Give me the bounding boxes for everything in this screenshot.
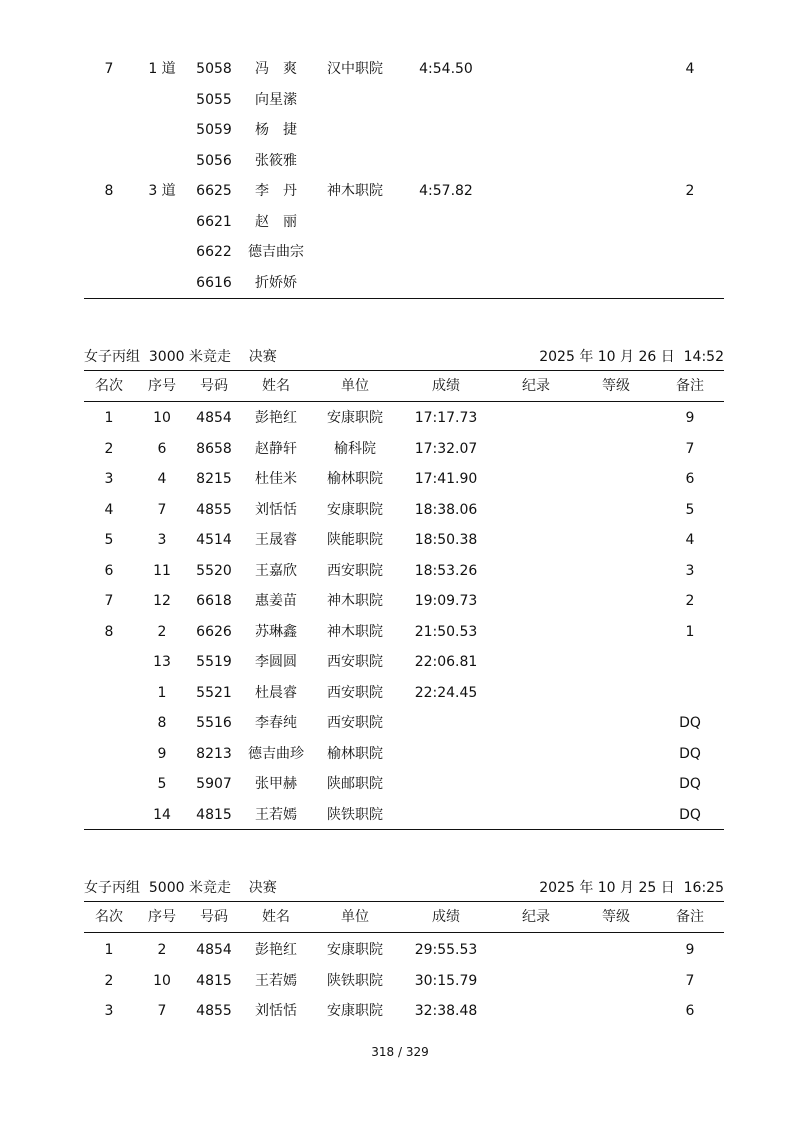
table-row — [84, 739, 724, 769]
cell-record — [496, 935, 576, 965]
cell-rank — [84, 115, 134, 145]
cell-rank: 6 — [104, 562, 114, 579]
cell-mark: 18:50.38 — [414, 532, 478, 548]
column-header: 备注 — [676, 378, 704, 394]
cell-bib: 5519 — [196, 654, 232, 670]
cell-name: 李春纯 — [255, 715, 297, 731]
cell-remark: 4 — [685, 61, 695, 77]
column-header: 序号 — [148, 909, 176, 925]
cell-rank: 3 — [104, 471, 114, 487]
cell-name: 王嘉欣 — [255, 562, 297, 579]
cell-grade — [576, 586, 656, 616]
cell-rank — [84, 739, 134, 769]
cell-remark: 7 — [685, 440, 695, 457]
cell-mark: 4:54.50 — [419, 61, 473, 77]
column-header: 等级 — [602, 909, 630, 925]
cell-seq — [134, 268, 190, 298]
cell-remark: DQ — [679, 776, 701, 792]
cell-mark: 19:09.73 — [414, 593, 478, 609]
cell-name: 李圆圆 — [255, 654, 297, 670]
cell-remark — [656, 207, 724, 237]
cell-record — [496, 54, 576, 84]
cell-grade — [576, 268, 656, 298]
cell-bib: 6616 — [196, 274, 232, 291]
column-header: 纪录 — [522, 378, 550, 394]
cell-rank — [84, 769, 134, 799]
table-row — [84, 678, 724, 708]
cell-rank — [84, 146, 134, 176]
cell-seq: 1 — [157, 684, 167, 701]
cell-mark — [396, 268, 496, 298]
cell-grade — [576, 996, 656, 1026]
cell-unit — [314, 237, 396, 267]
top-block-bottom-rule — [84, 298, 724, 299]
cell-record — [496, 495, 576, 525]
cell-mark — [396, 207, 496, 237]
cell-record — [496, 403, 576, 433]
cell-remark — [656, 678, 724, 708]
cell-unit: 榆林职院 — [327, 471, 383, 487]
cell-unit: 陕铁职院 — [327, 806, 383, 823]
cell-bib: 5056 — [196, 152, 232, 169]
cell-bib: 6626 — [196, 623, 232, 640]
table-row — [84, 207, 724, 237]
cell-record — [496, 176, 576, 206]
cell-mark — [396, 115, 496, 145]
table-row — [84, 85, 724, 115]
cell-unit: 陕邮职院 — [327, 776, 383, 792]
cell-grade — [576, 85, 656, 115]
cell-rank — [84, 207, 134, 237]
cell-unit: 西安职院 — [327, 715, 383, 731]
column-header: 号码 — [200, 909, 228, 925]
header-row — [84, 371, 724, 401]
table-row — [84, 54, 724, 84]
cell-rank: 2 — [104, 440, 114, 457]
cell-grade — [576, 54, 656, 84]
cell-mark: 21:50.53 — [414, 623, 478, 640]
cell-name: 德吉曲宗 — [248, 244, 304, 260]
cell-name: 杜佳米 — [255, 471, 297, 487]
cell-remark — [656, 85, 724, 115]
cell-mark: 29:55.53 — [414, 942, 478, 958]
cell-unit: 安康职院 — [327, 501, 383, 518]
cell-name: 李 丹 — [255, 183, 297, 199]
column-header: 备注 — [676, 909, 704, 925]
cell-mark: 17:32.07 — [414, 440, 478, 457]
cell-seq: 8 — [157, 715, 167, 731]
column-header: 单位 — [341, 378, 369, 394]
cell-record — [496, 586, 576, 616]
cell-record — [496, 146, 576, 176]
cell-seq: 6 — [157, 440, 167, 457]
cell-rank: 1 — [104, 942, 114, 958]
cell-bib: 5516 — [196, 715, 232, 731]
cell-seq: 10 — [153, 410, 171, 426]
cell-mark — [396, 708, 496, 738]
cell-mark: 22:24.45 — [414, 684, 478, 701]
cell-grade — [576, 434, 656, 464]
cell-seq: 2 — [157, 623, 167, 640]
cell-mark: 17:41.90 — [414, 471, 478, 487]
cell-bib: 4855 — [196, 1003, 232, 1019]
cell-grade — [576, 708, 656, 738]
cell-seq: 12 — [153, 593, 171, 609]
cell-rank: 4 — [104, 501, 114, 518]
cell-grade — [576, 146, 656, 176]
cell-seq: 3 道 — [148, 183, 176, 199]
cell-remark: 3 — [685, 562, 695, 579]
cell-name: 赵静轩 — [255, 440, 297, 457]
cell-seq: 13 — [153, 654, 171, 670]
event-title: 女子丙组 3000 米竞走 决赛 — [84, 349, 277, 365]
cell-grade — [576, 678, 656, 708]
cell-seq: 4 — [157, 471, 167, 487]
cell-bib: 6622 — [196, 244, 232, 260]
cell-rank: 5 — [104, 532, 114, 548]
cell-remark: 2 — [685, 183, 695, 199]
cell-grade — [576, 647, 656, 677]
cell-unit: 榆科院 — [334, 440, 376, 457]
column-header: 名次 — [95, 378, 123, 394]
column-header: 名次 — [95, 909, 123, 925]
cell-unit — [314, 85, 396, 115]
cell-grade — [576, 495, 656, 525]
cell-grade — [576, 403, 656, 433]
cell-bib: 5521 — [196, 684, 232, 701]
cell-mark — [396, 739, 496, 769]
cell-seq: 3 — [157, 532, 167, 548]
table-row — [84, 935, 724, 965]
cell-name: 张筱雅 — [255, 152, 297, 169]
table-row — [84, 146, 724, 176]
cell-record — [496, 556, 576, 586]
cell-unit: 汉中职院 — [327, 61, 383, 77]
cell-mark — [396, 237, 496, 267]
cell-bib: 4854 — [196, 942, 232, 958]
cell-record — [496, 115, 576, 145]
cell-mark — [396, 800, 496, 830]
cell-seq — [134, 146, 190, 176]
cell-remark: 6 — [685, 1003, 695, 1019]
cell-unit — [314, 115, 396, 145]
cell-bib: 4854 — [196, 410, 232, 426]
cell-remark: DQ — [679, 715, 701, 731]
cell-record — [496, 996, 576, 1026]
cell-name: 折娇娇 — [255, 274, 297, 291]
cell-unit: 神木职院 — [327, 183, 383, 199]
event-datetime: 2025 年 10 月 25 日 16:25 — [539, 880, 724, 896]
column-header: 号码 — [200, 378, 228, 394]
cell-remark: 4 — [685, 532, 695, 548]
cell-name: 刘恬恬 — [255, 501, 297, 518]
column-header: 姓名 — [262, 909, 290, 925]
cell-record — [496, 966, 576, 996]
table-row — [84, 237, 724, 267]
cell-remark: 6 — [685, 471, 695, 487]
cell-remark — [656, 115, 724, 145]
cell-bib: 8658 — [196, 440, 232, 457]
table-row — [84, 434, 724, 464]
table-row — [84, 800, 724, 830]
cell-record — [496, 708, 576, 738]
cell-rank — [84, 678, 134, 708]
cell-name: 杨 捷 — [255, 122, 297, 138]
cell-unit: 神木职院 — [327, 593, 383, 609]
table-row — [84, 403, 724, 433]
cell-mark — [396, 769, 496, 799]
cell-seq — [134, 237, 190, 267]
cell-mark: 4:57.82 — [419, 183, 473, 199]
cell-rank: 8 — [104, 623, 114, 640]
cell-grade — [576, 617, 656, 647]
cell-grade — [576, 800, 656, 830]
cell-grade — [576, 739, 656, 769]
column-header: 成绩 — [432, 378, 460, 394]
cell-seq: 7 — [157, 501, 167, 518]
cell-grade — [576, 769, 656, 799]
cell-remark: DQ — [679, 806, 701, 823]
cell-record — [496, 525, 576, 555]
cell-record — [496, 739, 576, 769]
cell-record — [496, 678, 576, 708]
cell-unit: 西安职院 — [327, 654, 383, 670]
cell-unit: 西安职院 — [327, 684, 383, 701]
cell-unit: 西安职院 — [327, 562, 383, 579]
table-row — [84, 769, 724, 799]
table-row — [84, 966, 724, 996]
cell-record — [496, 647, 576, 677]
cell-record — [496, 769, 576, 799]
cell-unit — [314, 207, 396, 237]
cell-remark: 1 — [685, 623, 695, 640]
column-header: 序号 — [148, 378, 176, 394]
cell-record — [496, 434, 576, 464]
cell-mark: 30:15.79 — [414, 972, 478, 989]
column-header: 单位 — [341, 909, 369, 925]
cell-bib: 4815 — [196, 972, 232, 989]
cell-bib: 5059 — [196, 122, 232, 138]
table-row — [84, 586, 724, 616]
cell-name: 冯 爽 — [255, 61, 297, 77]
column-header: 等级 — [602, 378, 630, 394]
cell-seq — [134, 85, 190, 115]
cell-unit: 榆林职院 — [327, 745, 383, 762]
cell-bib: 6618 — [196, 593, 232, 609]
cell-remark: 5 — [685, 501, 695, 518]
table-row — [84, 115, 724, 145]
event-title: 女子丙组 5000 米竞走 决赛 — [84, 880, 277, 896]
cell-grade — [576, 556, 656, 586]
cell-rank — [84, 800, 134, 830]
cell-bib: 5055 — [196, 91, 232, 108]
cell-name: 德吉曲珍 — [248, 745, 304, 762]
cell-name: 王若嫣 — [255, 972, 297, 989]
cell-grade — [576, 176, 656, 206]
cell-name: 苏琳鑫 — [255, 623, 297, 640]
cell-unit — [314, 146, 396, 176]
cell-rank: 7 — [104, 61, 114, 77]
cell-rank — [84, 647, 134, 677]
cell-name: 刘恬恬 — [255, 1003, 297, 1019]
cell-mark — [396, 85, 496, 115]
cell-remark — [656, 268, 724, 298]
cell-unit: 安康职院 — [327, 942, 383, 958]
cell-record — [496, 464, 576, 494]
cell-name: 赵 丽 — [255, 213, 297, 230]
event-datetime: 2025 年 10 月 26 日 14:52 — [539, 349, 724, 365]
table-row — [84, 176, 724, 206]
cell-rank: 1 — [104, 410, 114, 426]
column-header: 姓名 — [262, 378, 290, 394]
cell-rank — [84, 85, 134, 115]
cell-remark: 9 — [685, 942, 695, 958]
cell-grade — [576, 935, 656, 965]
table-row — [84, 556, 724, 586]
cell-record — [496, 268, 576, 298]
table-bottom-rule — [84, 829, 724, 830]
table-row — [84, 464, 724, 494]
cell-name: 惠姜苗 — [255, 593, 297, 609]
page-number: 318 / 329 — [371, 1045, 429, 1059]
cell-rank: 2 — [104, 972, 114, 989]
cell-rank — [84, 237, 134, 267]
cell-name: 王晟睿 — [255, 532, 297, 548]
cell-mark — [396, 146, 496, 176]
event-title-bar — [84, 877, 724, 899]
cell-name: 张甲赫 — [255, 776, 297, 792]
cell-unit: 陕能职院 — [327, 532, 383, 548]
cell-name: 向星潆 — [255, 91, 297, 108]
cell-remark — [656, 647, 724, 677]
header-bottom-rule — [84, 932, 724, 933]
cell-record — [496, 85, 576, 115]
cell-seq: 2 — [157, 942, 167, 958]
cell-unit: 安康职院 — [327, 1003, 383, 1019]
table-row — [84, 996, 724, 1026]
cell-bib: 4514 — [196, 532, 232, 548]
table-row — [84, 708, 724, 738]
cell-grade — [576, 525, 656, 555]
cell-seq — [134, 115, 190, 145]
column-header: 成绩 — [432, 909, 460, 925]
cell-rank — [84, 708, 134, 738]
cell-remark: DQ — [679, 745, 701, 762]
cell-remark: 2 — [685, 593, 695, 609]
cell-bib: 6621 — [196, 213, 232, 230]
cell-unit — [314, 268, 396, 298]
cell-rank: 7 — [104, 593, 114, 609]
cell-bib: 4855 — [196, 501, 232, 518]
cell-grade — [576, 237, 656, 267]
cell-record — [496, 237, 576, 267]
table-row — [84, 268, 724, 298]
cell-unit: 陕铁职院 — [327, 972, 383, 989]
cell-mark: 17:17.73 — [414, 410, 478, 426]
cell-rank — [84, 268, 134, 298]
cell-name: 王若嫣 — [255, 806, 297, 823]
cell-mark: 18:38.06 — [414, 501, 478, 518]
cell-record — [496, 617, 576, 647]
cell-grade — [576, 464, 656, 494]
header-row — [84, 902, 724, 932]
table-row — [84, 525, 724, 555]
cell-record — [496, 207, 576, 237]
cell-record — [496, 800, 576, 830]
cell-bib: 4815 — [196, 806, 232, 823]
cell-rank: 3 — [104, 1003, 114, 1019]
header-bottom-rule — [84, 401, 724, 402]
cell-seq: 11 — [153, 562, 171, 579]
cell-bib: 5907 — [196, 776, 232, 792]
cell-bib: 8213 — [196, 745, 232, 762]
cell-seq — [134, 207, 190, 237]
cell-rank: 8 — [104, 183, 114, 199]
cell-seq: 9 — [157, 745, 167, 762]
cell-bib: 5520 — [196, 562, 232, 579]
cell-grade — [576, 115, 656, 145]
cell-grade — [576, 207, 656, 237]
cell-seq: 7 — [157, 1003, 167, 1019]
cell-seq: 10 — [153, 972, 171, 989]
cell-name: 杜晨睿 — [255, 684, 297, 701]
event-title-bar — [84, 346, 724, 368]
cell-bib: 5058 — [196, 61, 232, 77]
table-row — [84, 617, 724, 647]
cell-remark — [656, 237, 724, 267]
cell-seq: 5 — [157, 776, 167, 792]
cell-remark — [656, 146, 724, 176]
table-row — [84, 647, 724, 677]
cell-seq: 14 — [153, 806, 171, 823]
cell-unit: 神木职院 — [327, 623, 383, 640]
column-header: 纪录 — [522, 909, 550, 925]
cell-seq: 1 道 — [148, 61, 176, 77]
cell-mark: 22:06.81 — [414, 654, 478, 670]
table-row — [84, 495, 724, 525]
cell-mark: 18:53.26 — [414, 562, 478, 579]
cell-name: 彭艳红 — [255, 410, 297, 426]
cell-grade — [576, 966, 656, 996]
cell-unit: 安康职院 — [327, 410, 383, 426]
cell-name: 彭艳红 — [255, 942, 297, 958]
cell-remark: 7 — [685, 972, 695, 989]
cell-bib: 6625 — [196, 183, 232, 199]
cell-mark: 32:38.48 — [414, 1003, 478, 1019]
cell-bib: 8215 — [196, 471, 232, 487]
cell-remark: 9 — [685, 410, 695, 426]
